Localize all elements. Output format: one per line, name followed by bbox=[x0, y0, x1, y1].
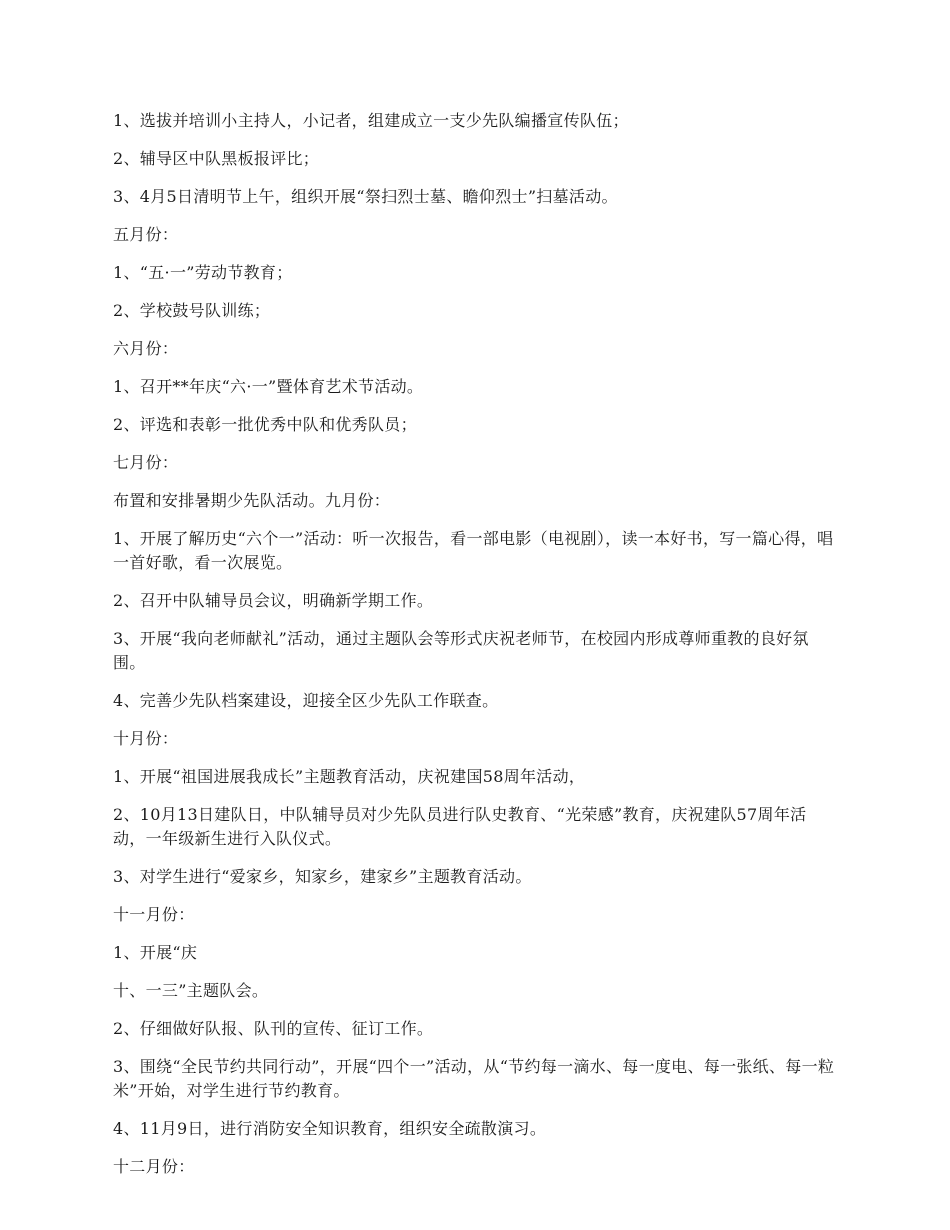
section-heading-october: 十月份： bbox=[113, 729, 179, 748]
paragraph-14: 3、开展“我向老师献礼”活动，通过主题队会等形式庆祝老师节，在校园内形成尊师重教的良好氛围。 bbox=[113, 629, 809, 672]
paragraph-24: 3、围绕“全民节约共同行动”，开展“四个一”活动，从“节约每一滴水、每一度电、每一张纸、每一粒米”开始，对学生进行节约教育。 bbox=[113, 1057, 835, 1100]
paragraph-23: 2、仔细做好队报、队刊的宣传、征订工作。 bbox=[113, 1019, 434, 1038]
paragraph-13: 2、召开中队辅导员会议，明确新学期工作。 bbox=[113, 591, 434, 610]
paragraph-11: 布置和安排暑期少先队活动。九月份： bbox=[113, 491, 391, 510]
document-page bbox=[113, 109, 838, 1193]
section-heading-november: 十一月份： bbox=[113, 905, 195, 924]
paragraph-18: 2、10月13日建队日，中队辅导员对少先队员进行队史教育、“光荣感”教育，庆祝建队57周年活动，一年级新生进行入队仪式。 bbox=[113, 805, 807, 848]
paragraph-22: 十、一三”主题队会。 bbox=[113, 981, 269, 1000]
paragraph-21: 1、开展“庆 bbox=[113, 943, 198, 962]
paragraph-3: 3、4月5日清明节上午，组织开展“祭扫烈士墓、瞻仰烈士”扫墓活动。 bbox=[113, 187, 618, 206]
section-heading-december: 十二月份： bbox=[113, 1157, 195, 1176]
paragraph-15: 4、完善少先队档案建设，迎接全区少先队工作联查。 bbox=[113, 691, 499, 710]
paragraph-19: 3、对学生进行“爱家乡，知家乡，建家乡”主题教育活动。 bbox=[113, 867, 532, 886]
paragraph-12: 1、开展了解历史“六个一”活动：听一次报告，看一部电影（电视剧），读一本好书，写一篇心得，唱一首好歌，看一次展览。 bbox=[113, 529, 834, 572]
paragraph-6: 2、学校鼓号队训练； bbox=[113, 301, 271, 320]
section-heading-may: 五月份： bbox=[113, 225, 179, 244]
section-heading-july: 七月份： bbox=[113, 453, 179, 472]
paragraph-25: 4、11月9日，进行消防安全知识教育，组织安全疏散演习。 bbox=[113, 1119, 547, 1138]
section-heading-june: 六月份： bbox=[113, 339, 179, 358]
paragraph-17: 1、开展“祖国进展我成长”主题教育活动，庆祝建国58周年活动， bbox=[113, 767, 586, 786]
paragraph-8: 1、召开**年庆“六·一”暨体育艺术节活动。 bbox=[113, 377, 424, 396]
paragraph-1: 1、选拔并培训小主持人，小记者，组建成立一支少先队编播宣传队伍； bbox=[113, 111, 629, 130]
paragraph-5: 1、“五·一”劳动节教育； bbox=[113, 263, 293, 282]
paragraph-9: 2、评选和表彰一批优秀中队和优秀队员； bbox=[113, 415, 417, 434]
paragraph-2: 2、辅导区中队黑板报评比； bbox=[113, 149, 320, 168]
